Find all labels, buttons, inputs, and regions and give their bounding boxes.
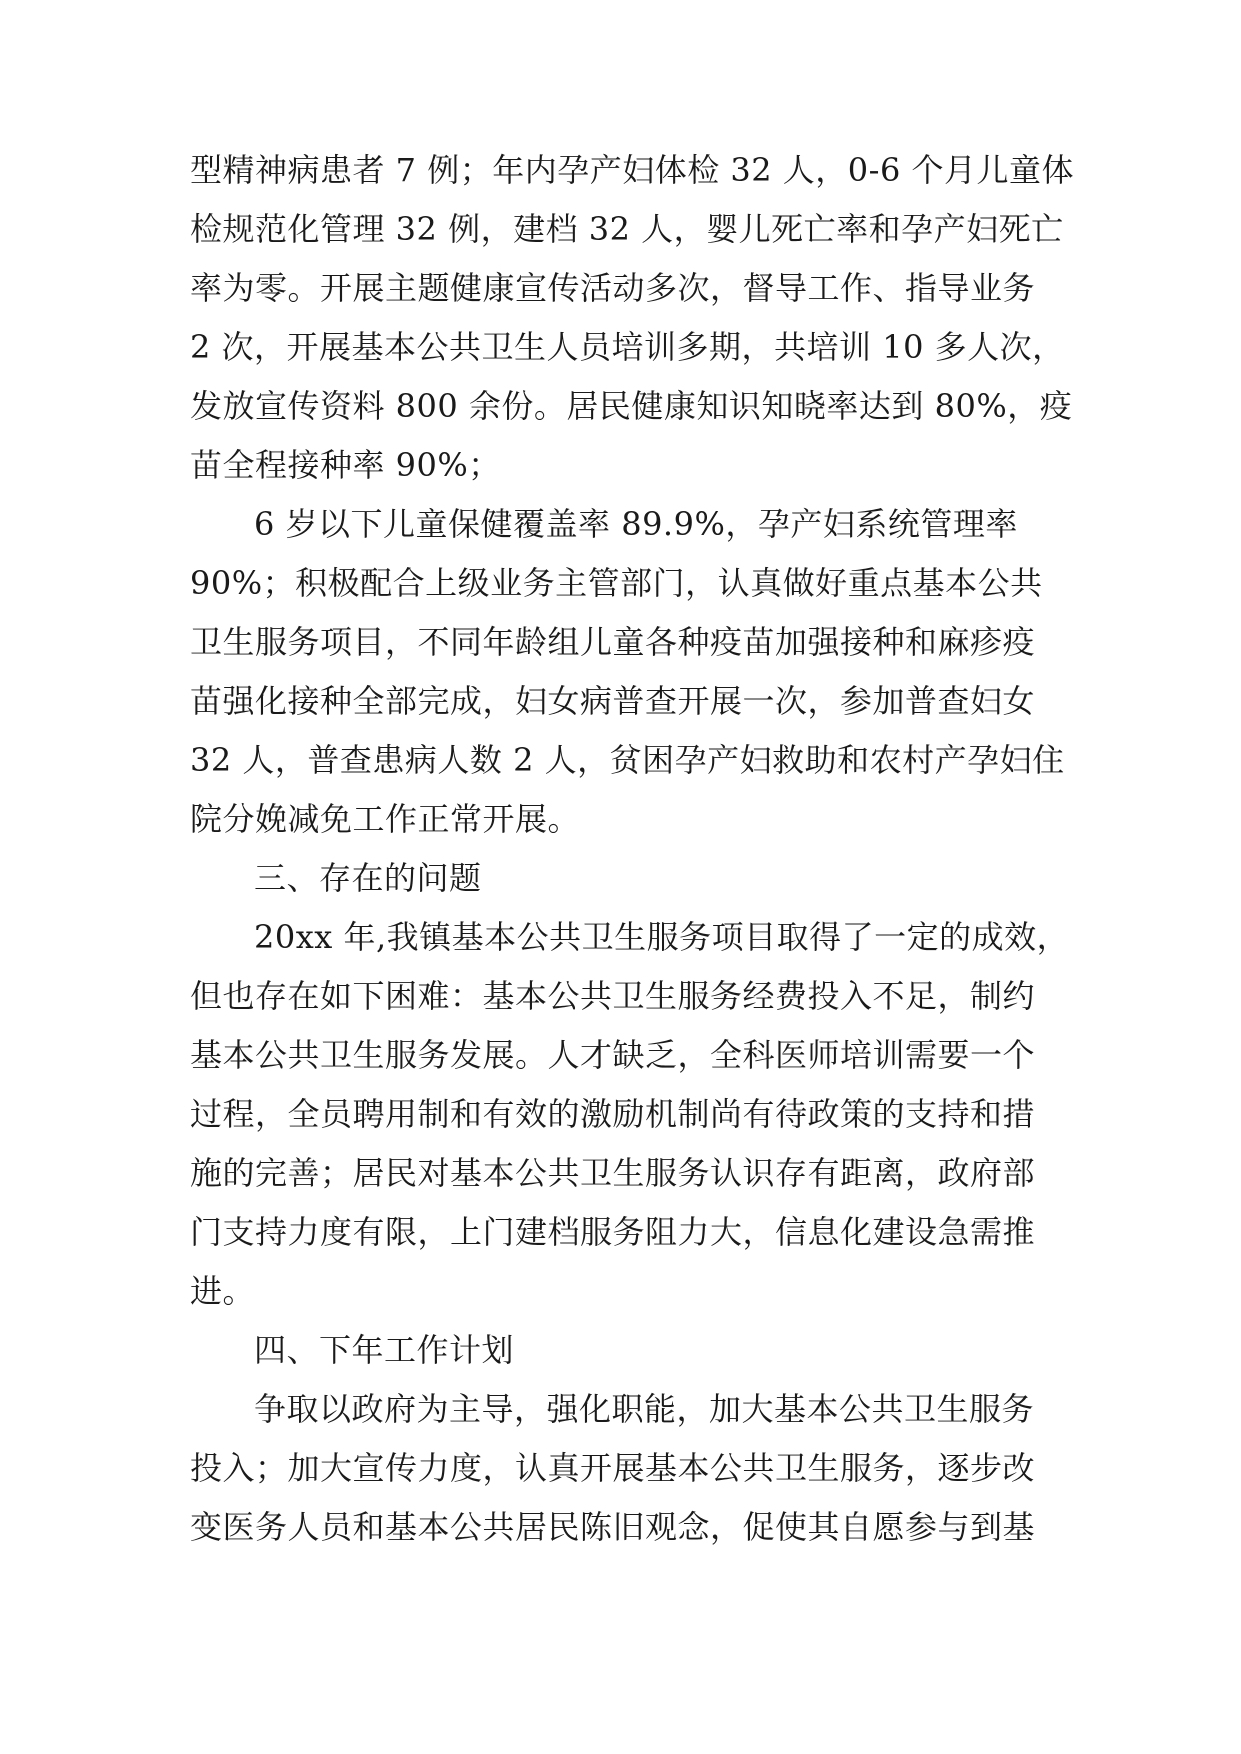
text-line: 率为零。开展主题健康宣传活动多次，督导工作、指导业务 [190,269,1036,307]
text-line: 32 人，普查患病人数 2 人，贫困孕产妇救助和农村产孕妇住 [190,741,1065,779]
text-line: 施的完善；居民对基本公共卫生服务认识存有距离，政府部 [190,1154,1036,1192]
text-line: 苗强化接种全部完成，妇女病普查开展一次，参加普查妇女 [190,682,1036,720]
text-line: 门支持力度有限，上门建档服务阻力大，信息化建设急需推 [190,1213,1036,1251]
text-line: 过程，全员聘用制和有效的激励机制尚有待政策的支持和措 [190,1095,1036,1133]
paragraph-first-line: 6 岁以下儿童保健覆盖率 89.9%，孕产妇系统管理率 [254,505,1018,543]
text-line: 2 次，开展基本公共卫生人员培训多期，共培训 10 多人次， [190,328,1065,366]
text-line: 基本公共卫生服务发展。人才缺乏，全科医师培训需要一个 [190,1036,1036,1074]
text-line: 发放宣传资料 800 余份。居民健康知识知晓率达到 80%，疫 [190,387,1073,425]
text-line: 进。 [190,1272,256,1310]
text-line: 检规范化管理 32 例，建档 32 人，婴儿死亡率和孕产妇死亡 [190,210,1064,248]
text-line: 卫生服务项目，不同年龄组儿童各种疫苗加强接种和麻疹疫 [190,623,1036,661]
paragraph-first-line: 争取以政府为主导，强化职能，加大基本公共卫生服务 [254,1390,1035,1428]
text-line: 型精神病患者 7 例；年内孕产妇体检 32 人，0-6 个月儿童体 [190,151,1074,189]
paragraph-first-line: 20xx 年,我镇基本公共卫生服务项目取得了一定的成效， [254,918,1070,956]
text-line: 投入；加大宣传力度，认真开展基本公共卫生服务，逐步改 [190,1449,1036,1487]
text-line: 苗全程接种率 90%； [190,446,501,484]
text-line: 院分娩减免工作正常开展。 [190,800,581,838]
section-heading: 四、下年工作计划 [254,1331,515,1369]
section-heading: 三、存在的问题 [254,859,482,897]
text-line: 90%；积极配合上级业务主管部门，认真做好重点基本公共 [190,564,1043,602]
text-line: 但也存在如下困难：基本公共卫生服务经费投入不足，制约 [190,977,1036,1015]
text-line: 变医务人员和基本公共居民陈旧观念，促使其自愿参与到基 [190,1508,1036,1546]
